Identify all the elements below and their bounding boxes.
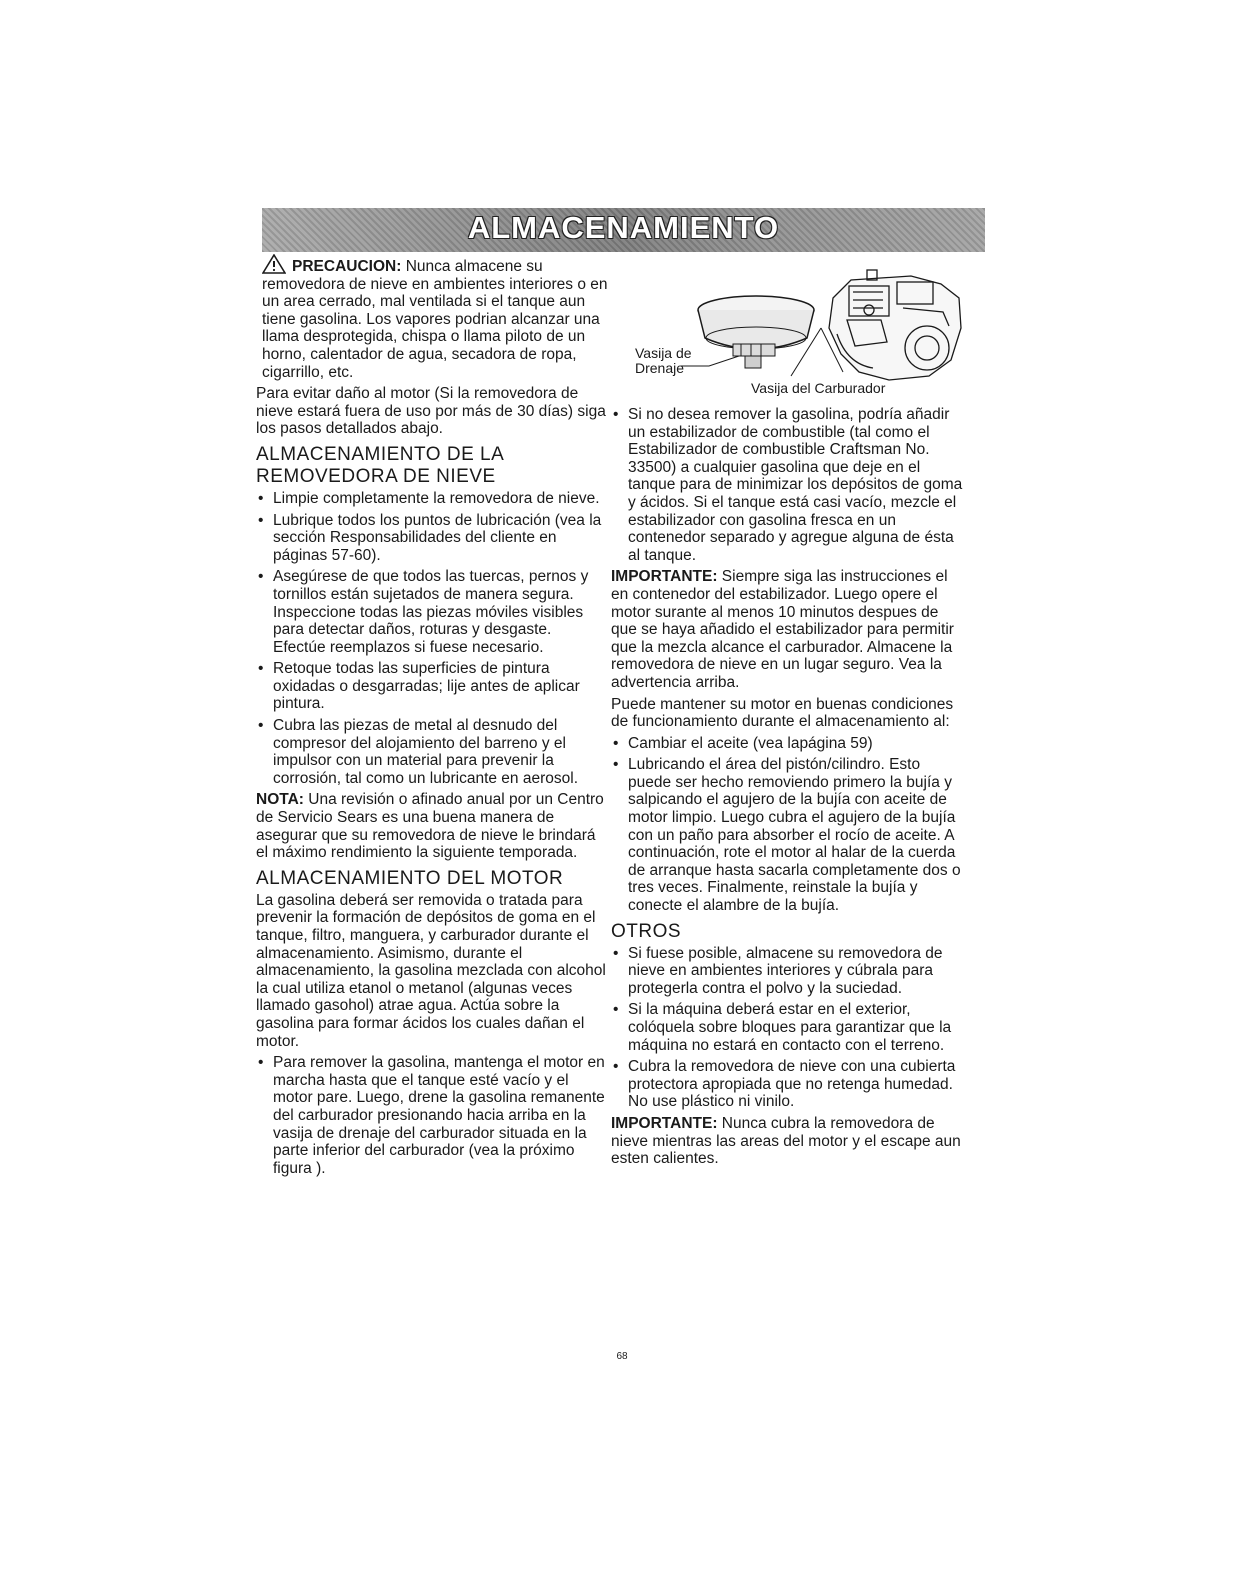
engine-storage-list [256, 1054, 608, 1177]
important-text: Nunca cubra la removedora de nieve mientras las areas del motor y el escape aun esten calientes. [611, 1114, 961, 1168]
note-paragraph [256, 791, 608, 861]
section-heading-others: OTROS [611, 920, 682, 942]
list-item: • Lubricando el área del pistón/cilindro. Esto puede ser hecho removiendo primero la bujía y salpicando el agujero de la bujía con aceite de motor limpio. Luego cubra el agujero de la bujía con un paño para absorber el rocío de aceite. A continuación, rote el motor al halar de la cuerda de arranque hasta sacarla completamente dos o tres veces. Finalmente, reinstale la bujía y conecte el alambre de la bujía. [611, 756, 966, 914]
caution-label: PRECAUCION: [292, 258, 402, 275]
carburetor-bowl-label: Vasija del Carburador [751, 380, 886, 396]
important-paragraph-2 [611, 1115, 966, 1168]
engine-storage-paragraph: La gasolina deberá ser removida o tratada para prevenir la formación de depósitos de goma en el tanque, filtro, manguera, y carburador durante el almacenamiento. Asimismo, durante el almacenamiento, la gasolina mezclada con alcohol la cual utiliza etanol o metanol (algunas veces llamado gasohol) atrae agua. Actúa sobre la gasolina para formar ácidos los cuales dañan el motor. [256, 891, 606, 1050]
important-text: Siempre siga las instrucciones el en contenedor del estabilizador. Luego opere el motor surante al menos 10 minutos despues de que se haya añadido el estabilizador para permitir que la mezcla alcance el carburador. Almacene la removedora de nieve en un lugar seguro. Vea la advertencia arriba. [611, 568, 954, 691]
drain-bowl-label-line1: Vasija de [635, 345, 692, 361]
list-item: • Lubrique todos los puntos de lubricación (vea la sección Responsabilidades del cliente en páginas 57-60). [256, 512, 608, 565]
page-title: ALMACENAMIENTO [467, 210, 780, 245]
warning-triangle-icon [262, 254, 286, 274]
note-label: NOTA: [256, 791, 304, 809]
drain-bowl-label-line2: Drenaje [635, 360, 685, 376]
caution-paragraph [256, 254, 608, 381]
carburetor-figure [611, 268, 966, 400]
list-item: • Para remover la gasolina, mantenga el motor en marcha hasta que el tanque esté vacío y el motor pare. Luego, drene la gasolina remanente del carburador presionando hacia arriba en la vasija de drenaje del carburador situada en la parte inferior del carburador (vea la próximo figura ). [256, 1054, 608, 1177]
maintain-paragraph: Puede mantener su motor en buenas condiciones de funcionamiento durante el almacenamiento al: [611, 695, 954, 731]
important-label: IMPORTANTE: [611, 568, 718, 586]
left-column [256, 254, 608, 1181]
page-number: 68 [616, 1351, 628, 1362]
section-heading-engine-storage: ALMACENAMIENTO DEL MOTOR [256, 867, 564, 889]
list-item: • Cambiar el aceite (vea lapágina 59) [611, 735, 966, 753]
section-heading-snowthrower-storage: ALMACENAMIENTO DE LA REMOVEDORA DE NIEVE [256, 443, 504, 487]
list-item: • Limpie completamente la removedora de nieve. [256, 490, 608, 508]
list-item: • Asegúrese de que todos las tuercas, pernos y tornillos están sujetados de manera segura. Inspeccione todas las piezas móviles visibles para detectar daños, roturas y desgaste. Efectúe reemplazos si fuese necesario. [256, 568, 608, 656]
important-label: IMPORTANTE: [611, 1114, 718, 1132]
important-paragraph-1 [611, 568, 966, 691]
list-item: • Cubra la removedora de nieve con una cubierta protectora apropiada que no retenga humedad. No use plástico ni vinilo. [611, 1058, 966, 1111]
stabilizer-list [611, 406, 966, 564]
section-banner [262, 208, 985, 252]
list-item: • Si fuese posible, almacene su removedora de nieve en ambientes interiores y cúbrala para protegerla contra el polvo y la suciedad. [611, 945, 966, 998]
list-item: • Si la máquina deberá estar en el exterior, colóquela sobre bloques para garantizar que la máquina no estará en contacto con el terreno. [611, 1001, 966, 1054]
snowthrower-storage-list [256, 490, 608, 788]
list-item: • Retoque todas las superficies de pintura oxidadas o desgarradas; lije antes de aplicar pintura. [256, 660, 608, 713]
list-item: • Cubra las piezas de metal al desnudo del compresor del alojamiento del barreno y el impulsor con un material para prevenir la corrosión, tal como un lubricante en aerosol. [256, 717, 608, 787]
others-list [611, 945, 966, 1111]
drain-bowl-label [635, 346, 692, 376]
note-text: Una revisión o afinado anual por un Centro de Servicio Sears es una buena manera de asegurar que su removedora de nieve le brindará el máximo rendimiento la siguiente temporada. [256, 791, 604, 862]
list-item: • Si no desea remover la gasolina, podría añadir un estabilizador de combustible (tal como el Estabilizador de combustible Craftsman No. 33500) a cualquier gasolina que deje en el tanque para de minimizar los depósitos de goma y ácidos. Si el tanque está casi vacío, mezcle el estabilizador con gasolina fresca en un contenedor separado y agregue alguna de ésta al tanque. [611, 406, 966, 564]
caution-text: Nunca almacene su removedora de nieve en ambientes interiores o en un area cerrado, mal ventilada si el tanque aun tiene gasolina. Los vapores podrian alcanzar una llama desprotegida, chispa o llama piloto de un horno, calentador de agua, secadora de ropa, cigarrillo, etc. [262, 258, 608, 381]
intro-paragraph: Para evitar daño al motor (Si la removedora de nieve estará fuera de uso por más de 30 días) siga los pasos detallados abajo. [256, 385, 606, 438]
maintain-list [611, 735, 966, 915]
right-column [611, 268, 966, 1172]
